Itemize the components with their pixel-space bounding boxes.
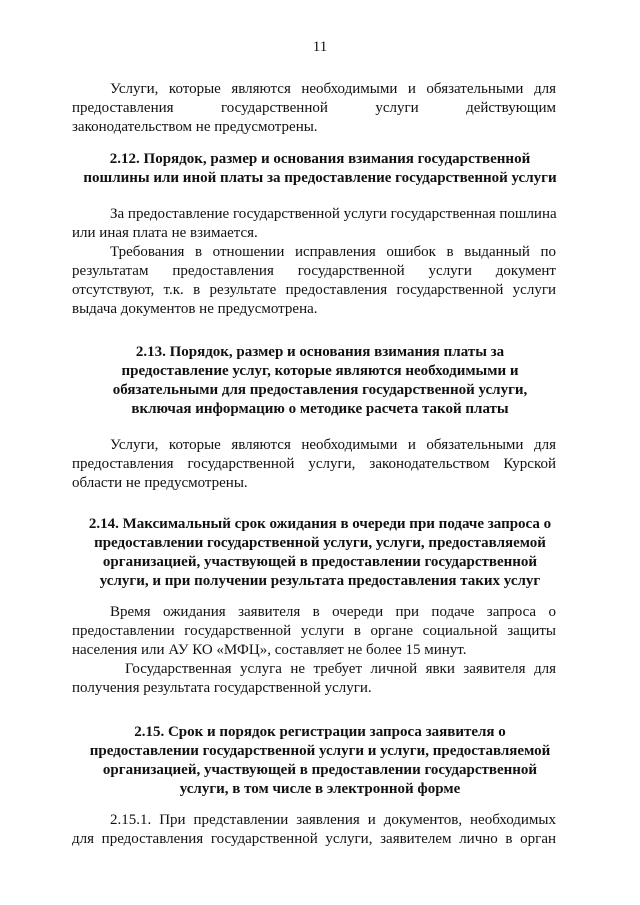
paragraph-line: Требования в отношении исправления ошибок в выданный по — [110, 244, 556, 260]
paragraph-line: предоставления государственной услуги, законодательством Курской — [72, 456, 556, 472]
section-heading-2-15: 2.15. Срок и порядок регистрации запроса заявителя о — [134, 724, 506, 740]
paragraph-line: или иная плата не взимается. — [72, 225, 258, 241]
paragraph-line: законодательством не предусмотрены. — [72, 119, 318, 135]
paragraph-line: отсутствуют, т.к. в результате предоставления государственной услуги — [72, 282, 556, 298]
section-heading-2-13: обязательными для предоставления государственной услуги, — [112, 382, 528, 398]
paragraph-line: населения или АУ КО «МФЦ», составляет не более 15 минут. — [72, 642, 467, 658]
paragraph-line: выдача документов не предусмотрена. — [72, 301, 318, 317]
page-number: 11 — [312, 39, 328, 55]
paragraph-line: получения результата государственной услуги. — [72, 680, 372, 696]
paragraph-line: Время ожидания заявителя в очереди при подаче запроса о — [110, 604, 556, 620]
section-heading-2-13: 2.13. Порядок, размер и основания взимания платы за — [135, 344, 505, 360]
section-heading-2-12: пошлины или иной платы за предоставление государственной услуги — [83, 170, 557, 186]
paragraph-line: для предоставления государственной услуги, заявителем лично в орган — [72, 831, 556, 847]
section-heading-2-14: организацией, участвующей в предоставлении государственной — [102, 554, 538, 570]
section-heading-2-15: предоставлении государственной услуги и услуги, предоставляемой — [89, 743, 551, 759]
paragraph-line: результатам предоставления государственной услуги документ — [72, 263, 556, 279]
paragraph-line: предоставления государственной услуги действующим — [72, 100, 556, 116]
section-heading-2-13: предоставление услуг, которые являются необходимыми и — [121, 363, 519, 379]
section-heading-2-15: услуги, в том числе в электронной форме — [179, 781, 461, 797]
paragraph-line: области не предусмотрены. — [72, 475, 248, 491]
section-heading-2-12: 2.12. Порядок, размер и основания взимания государственной — [109, 151, 531, 167]
paragraph-line: предоставлении государственной услуги в органе социальной защиты — [72, 623, 556, 639]
paragraph-line: За предоставление государственной услуги государственная пошлина — [110, 206, 557, 222]
section-heading-2-14: 2.14. Максимальный срок ожидания в очереди при подаче запроса о — [88, 516, 552, 532]
section-heading-2-14: предоставлении государственной услуги, услуги, предоставляемой — [94, 535, 546, 551]
section-heading-2-14: услуги, и при получении результата предоставления таких услуг — [99, 573, 541, 589]
paragraph-line: Услуги, которые являются необходимыми и обязательными для — [110, 437, 556, 453]
paragraph-line: 2.15.1. При представлении заявления и документов, необходимых — [110, 812, 556, 828]
section-heading-2-13: включая информацию о методике расчета такой платы — [131, 401, 509, 417]
paragraph-line: Государственная услуга не требует личной явки заявителя для — [125, 661, 556, 677]
section-heading-2-15: организацией, участвующей в предоставлении государственной — [102, 762, 538, 778]
paragraph-line: Услуги, которые являются необходимыми и обязательными для — [110, 81, 556, 97]
